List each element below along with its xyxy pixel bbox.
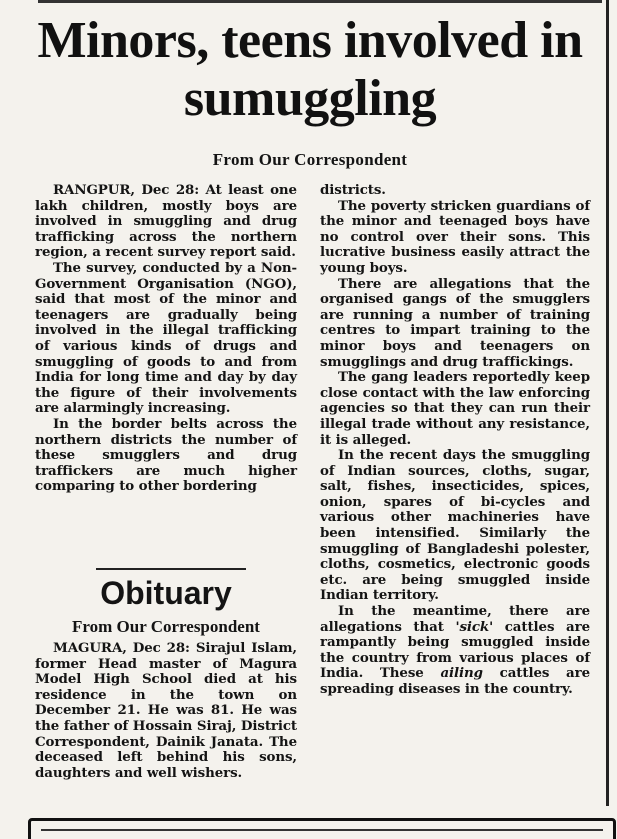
article-paragraph: In the border belts across the northern districts the number of these smugglers and drug traffickers are much higher comparing to other bordering — [35, 415, 297, 495]
article-column-right — [320, 183, 590, 698]
ailing-emphasis: ailing — [440, 665, 483, 682]
article-paragraph: The gang leaders reportedly keep close contact with the law enforcing agencies so that they can run their illegal trade without any resistance, it is alleged. — [320, 369, 590, 448]
article-paragraph: The poverty stricken guardians of the minor and teenaged boys have no control over their sons. This lucrative business easily attract the young boys. — [320, 197, 590, 276]
article-paragraph: There are allegations that the organised gangs of the smugglers are running a number of training centres to impart training to the minor boys and teenagers on smugglings and drug traffickings. — [320, 275, 590, 370]
top-rule — [38, 0, 602, 3]
article-byline: From Our Correspondent — [212, 150, 408, 169]
article-paragraph: RANGPUR, Dec 28: At least one lakh children, mostly boys are involved in smuggling and drug trafficking across the northern region, a recent survey report said. — [35, 182, 297, 261]
obituary-byline: From Our Correspondent — [72, 617, 260, 636]
obituary-paragraph: MAGURA, Dec 28: Sirajul Islam, former Head master of Magura Model High School died at his residence in the town on December 21. He was 81. He was the father of Hossain Siraj, District Correspondent, Dainik Janata. The deceased left behind his sons, daughters and well wishers. — [35, 640, 297, 781]
obituary-body — [35, 641, 297, 781]
article-paragraph: districts. — [320, 182, 386, 198]
obituary-dateline: MAGURA, Dec 28: — [53, 640, 190, 656]
article-paragraph-last: In the meantime, there are allegations that 'sick' cattles are rampantly being smuggled inside the country from various places of India. These ailing cattles are spreading diseases in the country. — [320, 603, 590, 697]
column-rule-right — [606, 0, 609, 806]
article-column-left — [35, 183, 297, 495]
article-paragraph: The survey, conducted by a Non-Government Organisation (NGO), said that most of the minor and teenagers are gradually being involved in the illegal trafficking of various kinds of drugs and smuggling of goods to and from India for long time and day by day the figure of their involvements are alarmingly increasing. — [35, 259, 297, 417]
article-paragraph: In the recent days the smuggling of Indian sources, cloths, sugar, salt, fishes, insecticides, spices, onion, spares of bi-cycles and various other machineries have been intensified. Similarly the smuggling of Bangladeshi polester, cloths, cosmetics, electronic goods etc. are being smuggled inside Indian territory. — [320, 447, 590, 604]
section-divider — [96, 568, 246, 570]
sick-emphasis: 'sick' — [455, 618, 494, 635]
next-article-box — [28, 818, 616, 839]
next-article-rule — [41, 829, 603, 837]
article-dateline: RANGPUR, Dec 28: — [53, 182, 200, 198]
obituary-title: Obituary — [100, 575, 232, 611]
headline: Minors, teens involved in sumuggling — [37, 12, 583, 127]
